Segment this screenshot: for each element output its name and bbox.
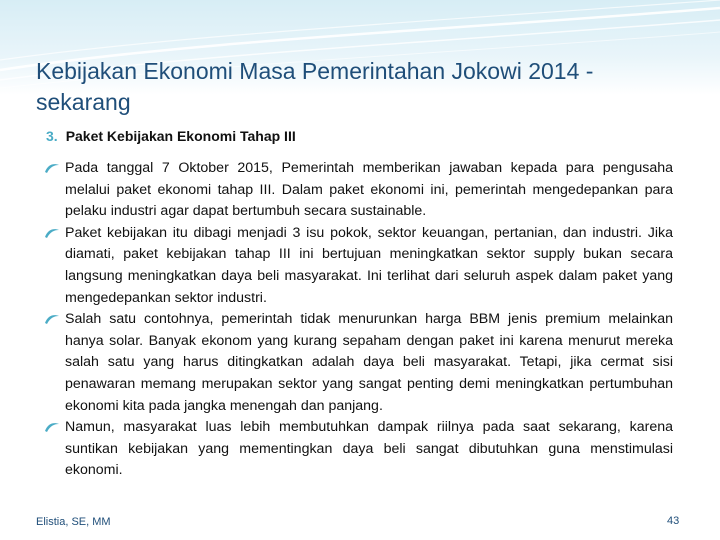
bullet-text: Paket kebijakan itu dibagi menjadi 3 isu pokok, sektor keuangan, pertanian, dan industri. Jika diamati, paket kebijakan tahap III ini bertujuan meningkatkan sektor supply bukan secara langsung meningkatkan daya beli masyarakat. Ini terlihat dari seluruh aspek dalam paket yang mengedepankan sektor industri. bbox=[65, 224, 673, 306]
bullet-text: Pada tanggal 7 Oktober 2015, Pemerintah memberikan jawaban kepada para pengusaha melalui paket ekonomi tahap III. Dalam paket ekonomi ini, pemerintah mengedepankan para pelaku industri agar dapat bertumbuh secara sustainable. bbox=[65, 160, 673, 220]
bullet-item bbox=[46, 223, 673, 309]
bullet-item bbox=[46, 309, 673, 417]
swoosh-bullet-icon bbox=[44, 421, 60, 433]
swoosh-bullet-icon bbox=[44, 313, 60, 325]
bullet-list bbox=[46, 158, 673, 482]
bullet-text: Namun, masyarakat luas lebih membutuhkan dampak riilnya pada saat sekarang, karena suntikan kebijakan yang mementingkan daya beli sangat dibutuhkan guna menstimulasi ekonomi. bbox=[65, 419, 673, 479]
bullet-item bbox=[46, 158, 673, 223]
footer-author: Elistia, SE, MM bbox=[36, 516, 111, 528]
page-number: 43 bbox=[667, 515, 680, 527]
section-number: 3. bbox=[46, 128, 58, 144]
swoosh-bullet-icon bbox=[44, 162, 60, 174]
section-heading-text: Paket Kebijakan Ekonomi Tahap III bbox=[65, 128, 296, 144]
slide-title: Kebijakan Ekonomi Masa Pemerintahan Jokowi 2014 - sekarang bbox=[36, 58, 594, 115]
bullet-item bbox=[46, 417, 673, 482]
swoosh-bullet-icon bbox=[44, 227, 60, 239]
bullet-text: Salah satu contohnya, pemerintah tidak menurunkan harga BBM jenis premium melainkan hanya solar. Banyak ekonom yang kurang sepaham dengan paket ini karena menurut mereka salah satu yang harus ditingkatkan adalah daya beli masyarakat. Tetapi, jika cermat sisi penawaran memang merupakan sektor yang sangat penting demi meningkatkan pertumbuhan ekonomi kita pada jangka menengah dan panjang. bbox=[65, 311, 673, 414]
section-heading bbox=[46, 128, 296, 144]
